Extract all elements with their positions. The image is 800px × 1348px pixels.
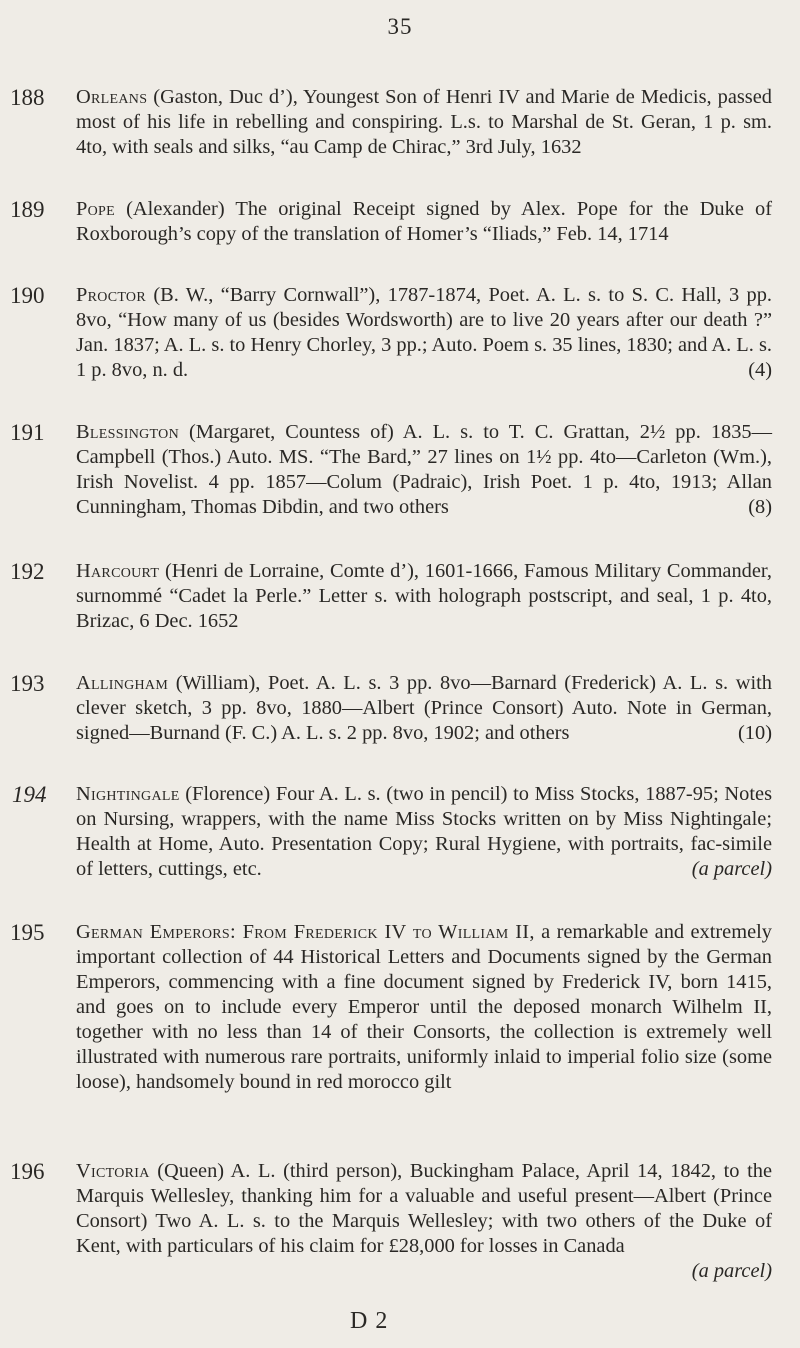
lot-heading: Victoria xyxy=(76,1160,150,1182)
lot-number: 190 xyxy=(10,283,45,308)
lot-heading: Proctor xyxy=(76,284,146,306)
lot-description xyxy=(76,782,772,882)
lot-quantity: (10) xyxy=(738,722,772,744)
lot-number: 194 xyxy=(12,782,47,807)
lot-description xyxy=(76,671,772,746)
lot-number: 196 xyxy=(10,1159,45,1184)
lot-number: 191 xyxy=(10,420,45,445)
lot-heading: German Emperors: From Frederick IV to William II, xyxy=(76,921,535,943)
lot-text: (Margaret, Countess of) A. L. s. to T. C. Grattan, 2½ pp. 1835—Campbell (Thos.) Auto. MS. “The Bard,” 27 lines on 1½ pp. 4to—Carleton (Wm.), Irish Novelist. 4 pp. 1857—Colum (Padraic), Irish Poet. 1 p. 4to, 1913; Allan Cunningham, Thomas Dibdin, and two others xyxy=(76,421,772,518)
lot-text: a remarkable and extremely important collection of 44 Historical Letters and Documents signed by the German Emperors, commencing with a fine document signed by Frederick IV, born 1415, and goes on to include every Emperor until the deposed monarch Wilhelm II, together with no less than 14 of their Consorts, the collection is extremely well illustrated with numerous rare portraits, uniformly inlaid to imperial folio size (some loose), handsomely bound in red morocco gilt xyxy=(76,921,772,1093)
lot-heading: Blessington xyxy=(76,421,179,443)
lot-heading: Nightingale xyxy=(76,783,180,805)
lot-description xyxy=(76,420,772,520)
lot-description xyxy=(76,85,772,160)
page-number: 35 xyxy=(387,14,413,39)
lot-description xyxy=(76,1159,772,1284)
lot-quantity: (a parcel) xyxy=(691,858,772,880)
lot-quantity: (a parcel) xyxy=(691,1260,772,1282)
lot-description xyxy=(76,559,772,634)
lot-text: (Gaston, Duc d’), Youngest Son of Henri IV and Marie de Medicis, passed most of his life in rebelling and conspiring. L.s. to Marshal de St. Geran, 1 p. sm. 4to, with seals and silks, “au Camp de Chirac,” 3rd July, 1632 xyxy=(76,86,772,158)
signature-mark: D 2 xyxy=(350,1308,389,1334)
lot-number: 189 xyxy=(10,197,45,222)
lot-number: 192 xyxy=(10,559,45,584)
lot-quantity: (8) xyxy=(748,496,772,518)
lot-text: (William), Poet. A. L. s. 3 pp. 8vo—Barnard (Frederick) A. L. s. with clever sketch, 3 pp. 8vo, 1880—Albert (Prince Consort) Auto. Note in German, signed—Burnand (F. C.) A. L. s. 2 pp. 8vo, 1902; and others xyxy=(76,672,772,744)
lot-quantity: (4) xyxy=(748,359,772,381)
lot-number: 195 xyxy=(10,920,45,945)
lot-heading: Harcourt xyxy=(76,560,160,582)
lot-number: 188 xyxy=(10,85,45,110)
lot-text: (Henri de Lorraine, Comte d’), 1601-1666, Famous Military Commander, surnommé “Cadet la Perle.” Letter s. with holograph postscript, and seal, 1 p. 4to, Brizac, 6 Dec. 1652 xyxy=(76,560,772,632)
lot-heading: Allingham xyxy=(76,672,169,694)
lot-description xyxy=(76,920,772,1095)
lot-heading: Pope xyxy=(76,198,115,220)
lot-text: (B. W., “Barry Cornwall”), 1787-1874, Poet. A. L. s. to S. C. Hall, 3 pp. 8vo, “How many of us (besides Wordsworth) are to live 20 years after our death ?” Jan. 1837; A. L. s. to Henry Chorley, 3 pp.; Auto. Poem s. 35 lines, 1830; and A. L. s. 1 p. 8vo, n. d. xyxy=(76,284,772,381)
lot-description xyxy=(76,283,772,383)
lot-number: 193 xyxy=(10,671,45,696)
lot-text: (Florence) Four A. L. s. (two in pencil) to Miss Stocks, 1887-95; Notes on Nursing, wrappers, with the name Miss Stocks written on by Miss Nightingale; Health at Home, Auto. Presentation Copy; Rural Hygiene, with portraits, fac-simile of letters, cuttings, etc. xyxy=(76,783,772,880)
lot-text: (Queen) A. L. (third person), Buckingham Palace, April 14, 1842, to the Marquis Wellesley, thanking him for a valuable and useful present—Albert (Prince Consort) Two A. L. s. to the Marquis Wellesley; with two others of the Duke of Kent, with particulars of his claim for £28,000 for losses in Canada xyxy=(76,1160,772,1257)
lot-description xyxy=(76,197,772,247)
lot-text: (Alexander) The original Receipt signed by Alex. Pope for the Duke of Roxborough’s copy of the translation of Homer’s “Iliads,” Feb. 14, 1714 xyxy=(76,198,772,245)
lot-heading: Orleans xyxy=(76,86,148,108)
